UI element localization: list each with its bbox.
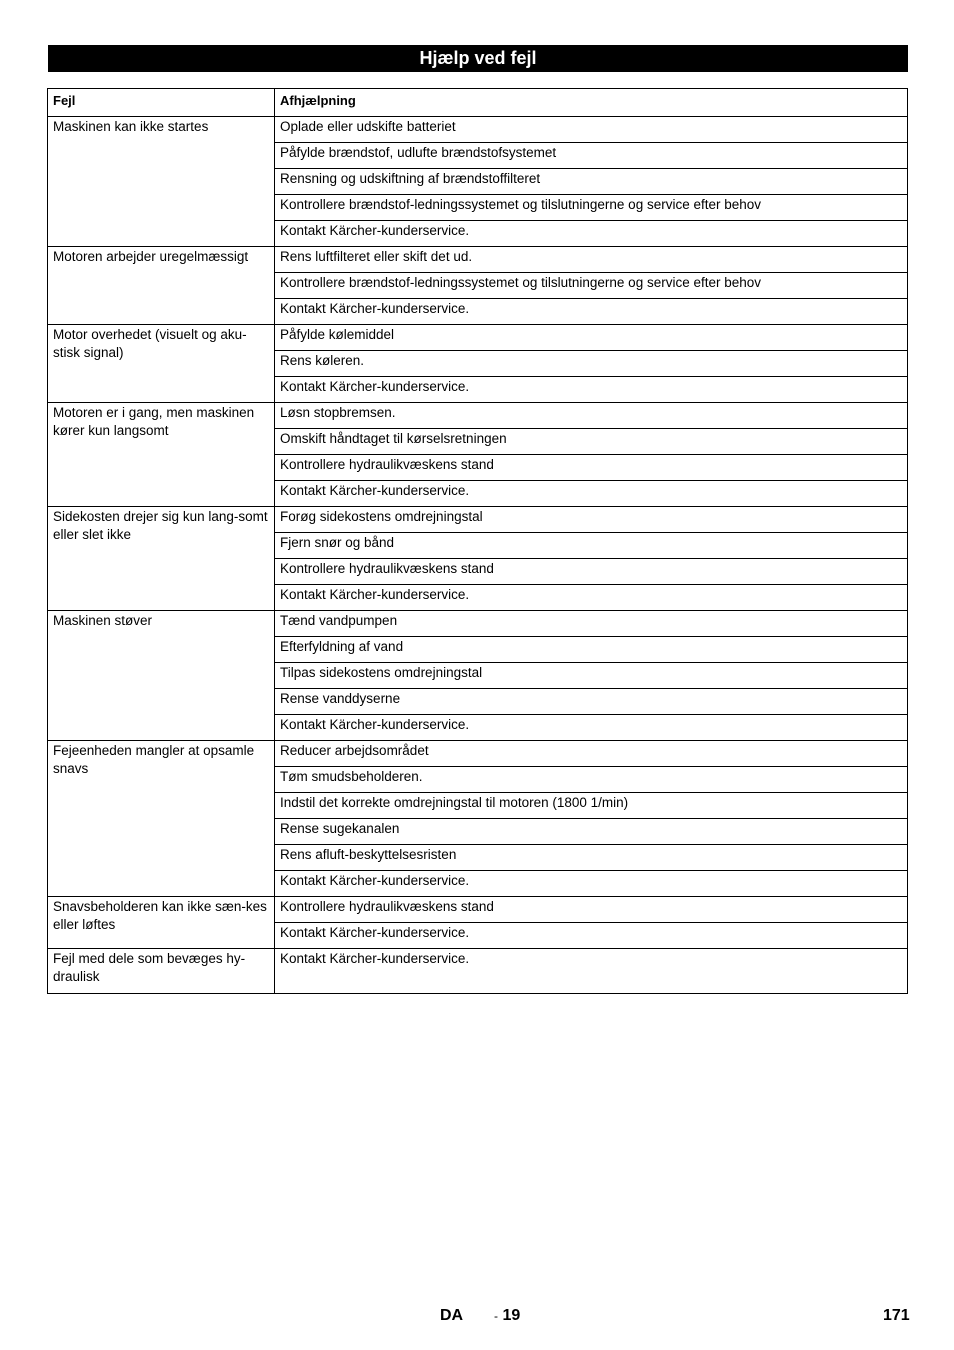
table-header-row [48, 89, 908, 117]
table-row [48, 325, 908, 351]
header-fault: Fejl [48, 89, 275, 117]
remedy-cell: Kontrollere hydraulikvæskens stand [275, 897, 908, 923]
fault-cell: Motor overhedet (visuelt og aku-stisk signal) [48, 325, 275, 403]
remedy-cell: Kontakt Kärcher-kunderservice. [275, 377, 908, 403]
fault-cell: Snavsbeholderen kan ikke sæn-kes eller løftes [48, 897, 275, 949]
table-row [48, 897, 908, 923]
remedy-cell: Kontakt Kärcher-kunderservice. [275, 715, 908, 741]
table-row [48, 403, 908, 429]
remedy-cell: Omskift håndtaget til kørselsretningen [275, 429, 908, 455]
fault-cell: Maskinen støver [48, 611, 275, 741]
remedy-cell: Tænd vandpumpen [275, 611, 908, 637]
remedy-cell: Forøg sidekostens omdrejningstal [275, 507, 908, 533]
page-title: Hjælp ved fejl [48, 45, 908, 72]
remedy-cell: Rense sugekanalen [275, 819, 908, 845]
fault-cell: Fejl med dele som bevæges hy-draulisk [48, 949, 275, 994]
remedy-cell: Kontrollere hydraulikvæskens stand [275, 559, 908, 585]
remedy-cell: Påfylde kølemiddel [275, 325, 908, 351]
remedy-cell: Oplade eller udskifte batteriet [275, 117, 908, 143]
remedy-cell: Kontrollere hydraulikvæskens stand [275, 455, 908, 481]
remedy-cell: Kontakt Kärcher-kunderservice. [275, 221, 908, 247]
table-row [48, 611, 908, 637]
remedy-cell: Kontakt Kärcher-kunderservice. [275, 949, 908, 994]
remedy-cell: Kontrollere brændstof-ledningssystemet og tilslutningerne og service efter behov [275, 273, 908, 299]
remedy-cell: Løsn stopbremsen. [275, 403, 908, 429]
remedy-cell: Reducer arbejdsområdet [275, 741, 908, 767]
table-row [48, 741, 908, 767]
fault-cell: Motoren arbejder uregelmæssigt [48, 247, 275, 325]
footer-dash: - [494, 1309, 498, 1323]
footer-page-number: 171 [883, 1307, 910, 1324]
remedy-cell: Kontakt Kärcher-kunderservice. [275, 585, 908, 611]
remedy-cell: Kontakt Kärcher-kunderservice. [275, 481, 908, 507]
header-remedy: Afhjælpning [275, 89, 908, 117]
remedy-cell: Kontakt Kärcher-kunderservice. [275, 871, 908, 897]
remedy-cell: Efterfyldning af vand [275, 637, 908, 663]
remedy-cell: Rens afluft-beskyttelsesristen [275, 845, 908, 871]
table-row [48, 949, 908, 994]
remedy-cell: Indstil det korrekte omdrejningstal til motoren (1800 1/min) [275, 793, 908, 819]
remedy-cell: Rense vanddyserne [275, 689, 908, 715]
fault-cell: Fejeenheden mangler at opsamle snavs [48, 741, 275, 897]
table-row [48, 507, 908, 533]
remedy-cell: Tilpas sidekostens omdrejningstal [275, 663, 908, 689]
remedy-cell: Påfylde brændstof, udlufte brændstofsystemet [275, 143, 908, 169]
fault-cell: Sidekosten drejer sig kun lang-somt eller slet ikke [48, 507, 275, 611]
footer-section-page-number: 19 [502, 1307, 521, 1324]
remedy-cell: Rensning og udskiftning af brændstoffilteret [275, 169, 908, 195]
table-row [48, 117, 908, 143]
remedy-cell: Rens køleren. [275, 351, 908, 377]
remedy-cell: Tøm smudsbeholderen. [275, 767, 908, 793]
remedy-cell: Fjern snør og bånd [275, 533, 908, 559]
fault-cell: Maskinen kan ikke startes [48, 117, 275, 247]
troubleshooting-table [47, 88, 908, 994]
footer-section-page [494, 1307, 520, 1325]
footer-language: DA [440, 1307, 464, 1324]
table-row [48, 247, 908, 273]
remedy-cell: Rens luftfilteret eller skift det ud. [275, 247, 908, 273]
fault-cell: Motoren er i gang, men maskinen kører kun langsomt [48, 403, 275, 507]
remedy-cell: Kontakt Kärcher-kunderservice. [275, 923, 908, 949]
remedy-cell: Kontakt Kärcher-kunderservice. [275, 299, 908, 325]
remedy-cell: Kontrollere brændstof-ledningssystemet og tilslutningerne og service efter behov [275, 195, 908, 221]
